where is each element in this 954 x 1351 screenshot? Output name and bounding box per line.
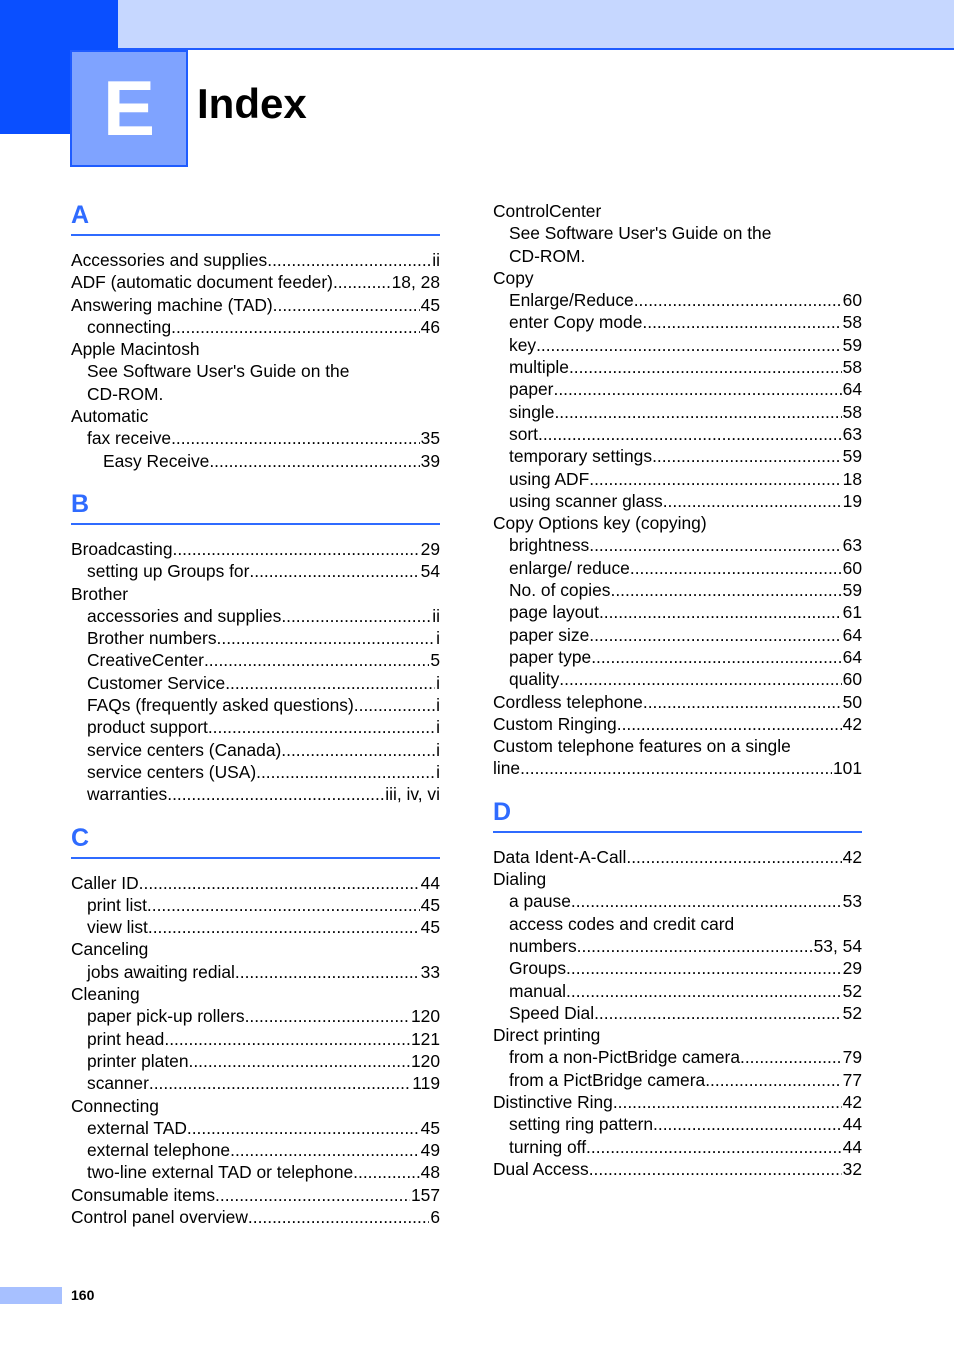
entry-page-ref: ii: [432, 250, 440, 270]
dot-leader: [235, 961, 420, 983]
entry-text: setting up Groups for: [87, 561, 250, 582]
index-entry: [71, 961, 440, 983]
dot-leader: [740, 1046, 842, 1068]
entry-page-ref: 52: [842, 1002, 862, 1023]
entry-page-ref: 120: [410, 1050, 440, 1071]
entry-text: Control panel overview: [71, 1206, 248, 1227]
dot-leader: [591, 646, 841, 668]
index-entry: [71, 450, 440, 472]
entry-text: Dialing: [493, 869, 547, 890]
entry-text: quality: [509, 669, 560, 690]
dot-leader: [653, 1113, 842, 1135]
dot-leader: [245, 1005, 410, 1027]
entry-page-ref: 59: [842, 334, 862, 355]
entry-page-ref: 46: [420, 316, 440, 337]
index-entry: [493, 1069, 862, 1091]
entry-page-ref: 79: [842, 1047, 862, 1068]
entry-page-ref: 50: [842, 691, 862, 712]
entry-text: turning off: [509, 1136, 587, 1157]
section-letter-heading: C: [71, 823, 440, 859]
index-entry: [71, 1139, 440, 1161]
entry-text: See Software User's Guide on the: [87, 361, 350, 382]
index-entry: [71, 427, 440, 449]
index-entry: [493, 557, 862, 579]
entry-page-ref: 48: [420, 1162, 440, 1183]
dot-leader: [353, 1161, 419, 1183]
index-entry: [71, 916, 440, 938]
dot-leader: [586, 1136, 842, 1158]
entry-text: temporary settings: [509, 446, 653, 467]
index-entry: [71, 894, 440, 916]
entry-page-ref: i: [436, 739, 440, 760]
entry-page-ref: 53: [842, 891, 862, 912]
entry-text: Answering machine (TAD): [71, 294, 273, 315]
entry-text: paper type: [509, 646, 592, 667]
index-entry: [71, 1050, 440, 1072]
entry-page-ref: 44: [420, 872, 440, 893]
entry-text: warranties: [87, 784, 168, 805]
index-entry: [71, 605, 440, 627]
dot-leader: [148, 916, 420, 938]
index-entry: [493, 490, 862, 512]
index-entry: [493, 334, 862, 356]
dot-leader: [187, 1117, 420, 1139]
index-entry: [71, 983, 440, 1005]
entry-page-ref: 64: [842, 646, 862, 667]
index-entry: [71, 1072, 440, 1094]
entry-page-ref: 77: [842, 1069, 862, 1090]
dot-leader: [577, 935, 813, 957]
entry-page-ref: i: [436, 717, 440, 738]
index-entry: [493, 512, 862, 534]
index-entry: [493, 735, 862, 757]
dot-leader: [249, 560, 419, 582]
dot-leader: [209, 450, 419, 472]
index-entry: [493, 1113, 862, 1135]
entry-text: view list: [87, 917, 148, 938]
entry-page-ref: 60: [842, 557, 862, 578]
index-entry: [71, 716, 440, 738]
dot-leader: [589, 468, 841, 490]
index-entry: [493, 579, 862, 601]
entry-page-ref: 19: [842, 490, 862, 511]
entry-text: using scanner glass: [509, 490, 663, 511]
dot-leader: [634, 289, 842, 311]
index-entry: [493, 913, 862, 935]
dot-leader: [569, 356, 842, 378]
entry-text: from a non-PictBridge camera: [509, 1047, 741, 1068]
index-entry: [71, 405, 440, 427]
entry-text: print head: [87, 1028, 165, 1049]
entry-page-ref: 64: [842, 624, 862, 645]
entry-text: Caller ID: [71, 872, 139, 893]
dot-leader: [267, 249, 431, 271]
entry-page-ref: 44: [842, 1114, 862, 1135]
dot-leader: [149, 1072, 411, 1094]
entry-text: service centers (USA): [87, 761, 257, 782]
entry-page-ref: 52: [842, 980, 862, 1001]
dot-leader: [204, 649, 429, 671]
index-entry: [71, 271, 440, 293]
dot-leader: [589, 1158, 842, 1180]
index-entry: [71, 538, 440, 560]
dot-leader: [217, 627, 436, 649]
dot-leader: [642, 311, 841, 333]
index-entry: [71, 783, 440, 805]
entry-text: Data Ident-A-Call: [493, 846, 627, 867]
index-entry: [71, 560, 440, 582]
index-entry: [493, 267, 862, 289]
index-entry: [71, 294, 440, 316]
entry-text: FAQs (frequently asked questions): [87, 695, 354, 716]
dot-leader: [559, 668, 841, 690]
index-entry: [71, 1161, 440, 1183]
entry-text: page layout: [509, 602, 599, 623]
index-entry: [71, 872, 440, 894]
entry-page-ref: 42: [842, 846, 862, 867]
entry-page-ref: 42: [842, 1091, 862, 1112]
entry-text: key: [509, 334, 537, 355]
dot-leader: [171, 427, 420, 449]
index-entry: [493, 980, 862, 1002]
index-column-left: [71, 200, 440, 1228]
index-entry: [71, 694, 440, 716]
index-entry: [493, 378, 862, 400]
index-entry: [493, 468, 862, 490]
dot-leader: [571, 890, 842, 912]
entry-text: Brother: [71, 583, 129, 604]
entry-text: Brother numbers: [87, 628, 217, 649]
dot-leader: [208, 716, 435, 738]
section-letter-heading: A: [71, 200, 440, 236]
entry-page-ref: 39: [420, 450, 440, 471]
entry-text: a pause: [509, 891, 571, 912]
entry-text: two-line external TAD or telephone: [87, 1162, 354, 1183]
dot-leader: [594, 1002, 842, 1024]
entry-page-ref: 59: [842, 580, 862, 601]
index-entry: [71, 338, 440, 360]
index-entry: [71, 761, 440, 783]
entry-text: jobs awaiting redial: [87, 961, 235, 982]
entry-text: ADF (automatic document feeder): [71, 272, 333, 293]
entry-page-ref: 45: [420, 894, 440, 915]
index-entry: [71, 1005, 440, 1027]
dot-leader: [281, 605, 431, 627]
index-entry: [493, 713, 862, 735]
index-entry: [493, 1024, 862, 1046]
entry-text: service centers (Canada): [87, 739, 282, 760]
index-entry: [493, 957, 862, 979]
index-section: [493, 200, 862, 780]
dot-leader: [248, 1206, 429, 1228]
index-entry: [71, 1028, 440, 1050]
dot-leader: [663, 490, 842, 512]
entry-text: CD-ROM.: [87, 383, 164, 404]
dot-leader: [354, 694, 435, 716]
dot-leader: [589, 624, 841, 646]
index-entry: [493, 1046, 862, 1068]
entry-text: Dual Access: [493, 1158, 589, 1179]
entry-text: See Software User's Guide on the: [509, 223, 772, 244]
index-entry: [71, 316, 440, 338]
section-letter-heading: B: [71, 489, 440, 525]
dot-leader: [171, 316, 420, 338]
dot-leader: [652, 445, 842, 467]
entry-text: sort: [509, 423, 538, 444]
entry-page-ref: 53, 54: [813, 935, 862, 956]
index-entry: [71, 383, 440, 405]
entry-text: accessories and supplies: [87, 605, 282, 626]
entry-text: Canceling: [71, 939, 149, 960]
entry-text: No. of copies: [509, 580, 611, 601]
dot-leader: [536, 334, 842, 356]
entry-text: product support: [87, 717, 208, 738]
entry-text: Cordless telephone: [493, 691, 643, 712]
entry-text: enlarge/ reduce: [509, 557, 630, 578]
entry-text: Apple Macintosh: [71, 339, 200, 360]
entry-text: print list: [87, 894, 147, 915]
index-entry: [493, 624, 862, 646]
index-entry: [493, 890, 862, 912]
entry-text: Accessories and supplies: [71, 250, 268, 270]
dot-leader: [617, 713, 842, 735]
entry-page-ref: 42: [842, 713, 862, 734]
entry-text: CreativeCenter: [87, 650, 204, 671]
entry-text: line: [493, 758, 521, 779]
entry-text: printer platen: [87, 1050, 189, 1071]
dot-leader: [256, 761, 435, 783]
dot-leader: [167, 783, 384, 805]
dot-leader: [189, 1050, 410, 1072]
index-entry: [493, 1091, 862, 1113]
entry-text: scanner: [87, 1073, 149, 1094]
index-entry: [493, 668, 862, 690]
index-entry: [493, 445, 862, 467]
index-entry: [71, 583, 440, 605]
entry-text: Speed Dial: [509, 1002, 595, 1023]
dot-leader: [553, 378, 841, 400]
dot-leader: [164, 1028, 410, 1050]
entry-page-ref: 54: [420, 561, 440, 582]
entry-page-ref: 58: [842, 357, 862, 378]
index-entry: [493, 646, 862, 668]
dot-leader: [281, 739, 435, 761]
entry-text: Direct printing: [493, 1025, 601, 1046]
index-section: [493, 797, 862, 1180]
index-entry: [71, 739, 440, 761]
index-entry: [71, 672, 440, 694]
entry-page-ref: i: [436, 628, 440, 649]
entry-text: Copy: [493, 267, 534, 288]
index-entry: [71, 1206, 440, 1228]
entry-page-ref: 63: [842, 535, 862, 556]
dot-leader: [173, 538, 420, 560]
entry-text: enter Copy mode: [509, 312, 643, 333]
dot-leader: [630, 557, 842, 579]
entry-page-ref: 101: [832, 758, 862, 779]
index-entry: [493, 534, 862, 556]
entry-text: using ADF: [509, 468, 590, 489]
entry-page-ref: 45: [420, 294, 440, 315]
dot-leader: [705, 1069, 841, 1091]
section-letter-heading: D: [493, 797, 862, 833]
entry-page-ref: 35: [420, 428, 440, 449]
dot-leader: [626, 846, 841, 868]
index-entry: [493, 601, 862, 623]
entry-text: fax receive: [87, 428, 172, 449]
entry-text: paper: [509, 379, 554, 400]
index-entry: [71, 938, 440, 960]
footer-bar: [0, 1287, 62, 1304]
entry-text: Easy Receive: [103, 450, 210, 471]
entry-page-ref: 45: [420, 917, 440, 938]
entry-text: Enlarge/Reduce: [509, 290, 634, 311]
index-entry: [71, 249, 440, 271]
entry-page-ref: 120: [410, 1006, 440, 1027]
entry-text: external TAD: [87, 1117, 187, 1138]
dot-leader: [225, 672, 435, 694]
index-entry: [493, 311, 862, 333]
index-entry: [71, 360, 440, 382]
chapter-letter: E: [70, 50, 188, 167]
dot-leader: [566, 980, 842, 1002]
entry-page-ref: 45: [420, 1117, 440, 1138]
entry-page-ref: 157: [410, 1184, 440, 1205]
entry-page-ref: 29: [420, 538, 440, 559]
index-entry: [493, 200, 862, 222]
index-entry: [493, 1002, 862, 1024]
index-entry: [493, 1158, 862, 1180]
dot-leader: [215, 1184, 410, 1206]
dot-leader: [273, 294, 420, 316]
entry-text: Broadcasting: [71, 538, 173, 559]
index-column-right: [493, 200, 862, 1180]
entry-text: Consumable items: [71, 1184, 216, 1205]
entry-page-ref: 60: [842, 290, 862, 311]
index-entry: [71, 1117, 440, 1139]
entry-text: Distinctive Ring: [493, 1091, 613, 1112]
dot-leader: [554, 401, 841, 423]
entry-text: manual: [509, 980, 567, 1001]
entry-text: external telephone: [87, 1140, 231, 1161]
entry-page-ref: 64: [842, 379, 862, 400]
entry-page-ref: 121: [410, 1028, 440, 1049]
page-number: 160: [71, 1287, 95, 1303]
entry-page-ref: i: [436, 672, 440, 693]
entry-page-ref: 29: [842, 958, 862, 979]
index-entry: [493, 1136, 862, 1158]
dot-leader: [611, 579, 842, 601]
header-band: [118, 0, 954, 50]
entry-text: Copy Options key (copying): [493, 513, 707, 534]
entry-text: Custom Ringing: [493, 713, 617, 734]
dot-leader: [230, 1139, 420, 1161]
entry-page-ref: 60: [842, 669, 862, 690]
entry-text: Cleaning: [71, 984, 140, 1005]
entry-page-ref: 61: [842, 602, 862, 623]
index-entry: [493, 289, 862, 311]
entry-text: Automatic: [71, 406, 149, 427]
dot-leader: [333, 271, 391, 293]
dot-leader: [599, 601, 842, 623]
dot-leader: [520, 757, 832, 779]
entry-page-ref: iii, iv, vi: [385, 784, 440, 805]
entry-page-ref: 33: [420, 961, 440, 982]
index-entry: [493, 401, 862, 423]
index-entry: [493, 222, 862, 244]
index-entry: [493, 691, 862, 713]
entry-text: brightness: [509, 535, 590, 556]
entry-text: numbers: [509, 935, 577, 956]
entry-text: from a PictBridge camera: [509, 1069, 706, 1090]
entry-page-ref: 44: [842, 1136, 862, 1157]
entry-text: connecting: [87, 316, 172, 337]
index-entry: [71, 1095, 440, 1117]
index-entry: [493, 868, 862, 890]
entry-page-ref: 58: [842, 312, 862, 333]
dot-leader: [589, 534, 841, 556]
dot-leader: [147, 894, 420, 916]
entry-page-ref: i: [436, 695, 440, 716]
entry-text: paper pick-up rollers: [87, 1006, 245, 1027]
index-section: [71, 489, 440, 806]
index-entry: [493, 846, 862, 868]
entry-text: Custom telephone features on a single: [493, 736, 791, 757]
entry-page-ref: 32: [842, 1158, 862, 1179]
index-section: [71, 200, 440, 472]
entry-text: ControlCenter: [493, 201, 602, 221]
entry-page-ref: i: [436, 761, 440, 782]
dot-leader: [139, 872, 420, 894]
entry-text: setting ring pattern: [509, 1114, 654, 1135]
index-entry: [493, 423, 862, 445]
index-entry: [493, 757, 862, 779]
entry-text: Groups: [509, 958, 567, 979]
dot-leader: [613, 1091, 842, 1113]
page-title: Index: [197, 80, 307, 127]
entry-text: multiple: [509, 357, 569, 378]
dot-leader: [566, 957, 842, 979]
entry-text: Customer Service: [87, 672, 226, 693]
entry-text: CD-ROM.: [509, 245, 586, 266]
entry-page-ref: ii: [432, 605, 440, 626]
index-entry: [71, 649, 440, 671]
index-entry: [71, 627, 440, 649]
entry-text: access codes and credit card: [509, 913, 735, 934]
index-entry: [493, 245, 862, 267]
entry-page-ref: 5: [430, 650, 440, 671]
index-entry: [493, 935, 862, 957]
entry-page-ref: 18, 28: [391, 272, 440, 293]
entry-page-ref: 119: [412, 1073, 440, 1094]
entry-page-ref: 6: [430, 1206, 440, 1227]
dot-leader: [538, 423, 842, 445]
entry-page-ref: 49: [420, 1140, 440, 1161]
entry-page-ref: 59: [842, 446, 862, 467]
entry-page-ref: 63: [842, 423, 862, 444]
index-entry: [71, 1184, 440, 1206]
entry-text: Connecting: [71, 1095, 159, 1116]
entry-text: paper size: [509, 624, 590, 645]
entry-text: single: [509, 401, 555, 422]
index-entry: [493, 356, 862, 378]
index-section: [71, 823, 440, 1229]
entry-page-ref: 58: [842, 401, 862, 422]
dot-leader: [643, 691, 842, 713]
entry-page-ref: 18: [842, 468, 862, 489]
